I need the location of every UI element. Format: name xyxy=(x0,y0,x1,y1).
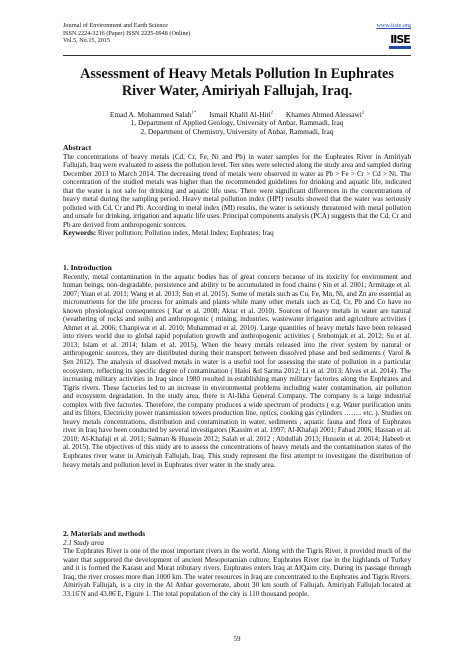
author-name: Emad A. Mohammed Salah xyxy=(109,110,192,120)
running-head xyxy=(63,22,411,45)
abstract-text: The concentrations of heavy metals (Cd, Cr, Fe, Ni and Pb) in water samples for the Euphrates River in Amiriyah Fallujah, Iraq were evaluated to assess the pollution level. Ten sites were selected along the study area and sampled during December 2013 to March 2014. The decreasing trend of metals were observed in water as Pb > Fe > Cr > Cd > Ni. The concentration of the studied metals was higher than the recommended guidelines for drinking and aquatic life, indicated that the water is not safe for drinking and aquatic life uses. There were significant differences in the concentrations of heavy metal during the sampling period. Heavy metal pollution index (HPI) results showed that the water was seriously polluted with Cd, Cr and Pb. According to metal index (MI) results, the water is seriously threatened with metal pollution and unsafe for drinking, irrigation and aquatic life uses. Principal components analysis (PCA) suggests that the Cd, Cr and Pb are derived from anthropogenic sources. xyxy=(63,152,411,229)
introduction-heading: 1. Introduction xyxy=(63,263,112,272)
author-affil-mark: 1* xyxy=(191,110,197,115)
journal-url-link[interactable]: www.iiste.org xyxy=(376,22,411,29)
introduction-text: Recently, metal contamination in the aquatic bodies has of great concern because of its toxicity for environment and human beings, non-degradable, persistence and ability to be accumulated in food chains ( Sin et al. 2001; Armitage et al. 2007; Yuan et al. 2011; Wang et al. 2013; Sun et al. 2015). Some of metals such as Cu, Fe, Mn, Ni, and Zn are essential as micronutrients for the life process for animals and plants while many other metals such as Cd, Cr, Pb and Co have no known physiological consequences ( Kar et al. 2008; Aktar et al. 2010). Sources of heavy metals in water are natural (weathering of rocks and soils) and anthropogenic ( mining, industries, wastewater irrigation and agriculture activities ( Ahmet et al. 2006; Chanpiwat et al. 2010; Muhammad et al. 2010). Large quantities of heavy metals have been released into rivers world due to global rapid population growth and anthropogenic activities ( Srebotnjak et al. 2012; Su et al. 2013; Islam et al. 2014; Islam et al. 2015). When the heavy metals released into the river system by natural or anthropogenic sources, they are distributed during their transport between dissolved phase and bed sediments ( Varol & Şen 2012). The analysis of dissolved metals in water is a useful tool for assessing the state of pollution in a particular ecosystem, reflecting its specific degree of contamination ( Haloi &d Sarma 2012; Li et al. 2013; Alves et al. 2014). The increasing military activities in Iraq since 1980 resulted in establishing many military factories along the Euphrates and Tigris rivers. These factories led to an increase in environmental problems including water contamination, air pollution and ecosystem degradation. In the study area, there is Al-Ikha General Company. The company is a large industrial complex with five factories. Therefore, the company produces a wide spectrum of products ( e.g. Water purification units and its filters, Electricity power transmission towers production line, optics, cooking gas cylinders …….. etc. ). Studies on heavy metals concentrations, distribution and contamination in water, sediments , aquatic fauna and flora of Euphrates river in Iraq have been conducted by several investigators (Kassim et al. 1997; Al-Khafaji 2001; Fahad 2006; Hassan et al. 2010; Al-Khafaji et al. 2011; Salman & Hussein 2012; Salah et al. 2012 ; Abdullah 2013; Hussein et al. 2014; Habeeb et al. 2015). The objectives of this study are to assess the concentrations of heavy metals and the contamination status of the Euphrates river water in Amiriyah Fallujah, Iraq. This study represent the first attempt to investigate the distribution of heavy metals and pollution level in Euphrates river water in the study area. xyxy=(63,272,411,469)
methods-section xyxy=(63,530,411,598)
study-area-heading: 2.1 Study area xyxy=(63,538,104,547)
study-area-text: The Euphrates River is one of the most important rivers in the world. Along with the Tigris River, it provided much of the water that supported the development of ancient Mesopotamian culture. Euphrates River rise in the highlands of Turkey and it is formed the Karasu and Murat tributary rivers. Euphrates enters Iraq at AlQaim city. During its passage through Iraq, the river crosses more than 1000 km. The water resources in Iraq are concentrated to the Euphrates and Tigris Rivers. Amiriyah Fallujah, is a city in the Al Anbar governorate, about 30 km south of Fallujah. Amiriyah Fallujah located at 33.16̊ N and 43.86̊ E, Figure 1. The total population of the city is 110 thousand people. xyxy=(63,547,411,598)
keywords-line xyxy=(63,229,411,238)
journal-logo xyxy=(389,31,411,51)
abstract-heading: Abstract xyxy=(63,143,92,152)
journal-name: Journal of Environment and Earth Science xyxy=(63,22,168,29)
issn: ISSN 2224-3216 (Paper) ISSN 2225-0948 (Online) xyxy=(63,29,191,37)
page-number: 59 xyxy=(233,635,241,643)
introduction-section xyxy=(63,264,411,469)
author-affil-mark: 2 xyxy=(270,110,273,115)
author-name: Khames Ahmed Alessawi xyxy=(285,110,362,120)
keywords-label: Keywords: xyxy=(63,229,97,238)
affiliation-1: 1, Department of Applied Geology, University of Anbar, Rammadi, Iraq xyxy=(130,118,344,127)
header-divider xyxy=(63,55,411,56)
methods-heading: 2. Materials and methods xyxy=(63,529,146,538)
keywords-text: River pollution; Pollution index, Metal Index; Euphrates; Iraq xyxy=(97,229,274,238)
author-name: Ismail Khalil Al-Hiti xyxy=(209,110,271,120)
logo-bar xyxy=(389,46,411,49)
author-affil-mark: 2 xyxy=(361,110,365,115)
affiliation-2: 2, Department of Chemistry, University of Anbar, Rammadi, Iraq xyxy=(140,127,334,136)
paper-title: Assessment of Heavy Metals Pollution In Euphrates River Water, Amiriyah Fallujah, Iraq. xyxy=(80,66,394,99)
volume-issue: Vol.5, No.15, 2015 xyxy=(63,37,110,45)
logo-wordmark: IISE xyxy=(390,32,410,46)
abstract-section xyxy=(63,144,411,238)
